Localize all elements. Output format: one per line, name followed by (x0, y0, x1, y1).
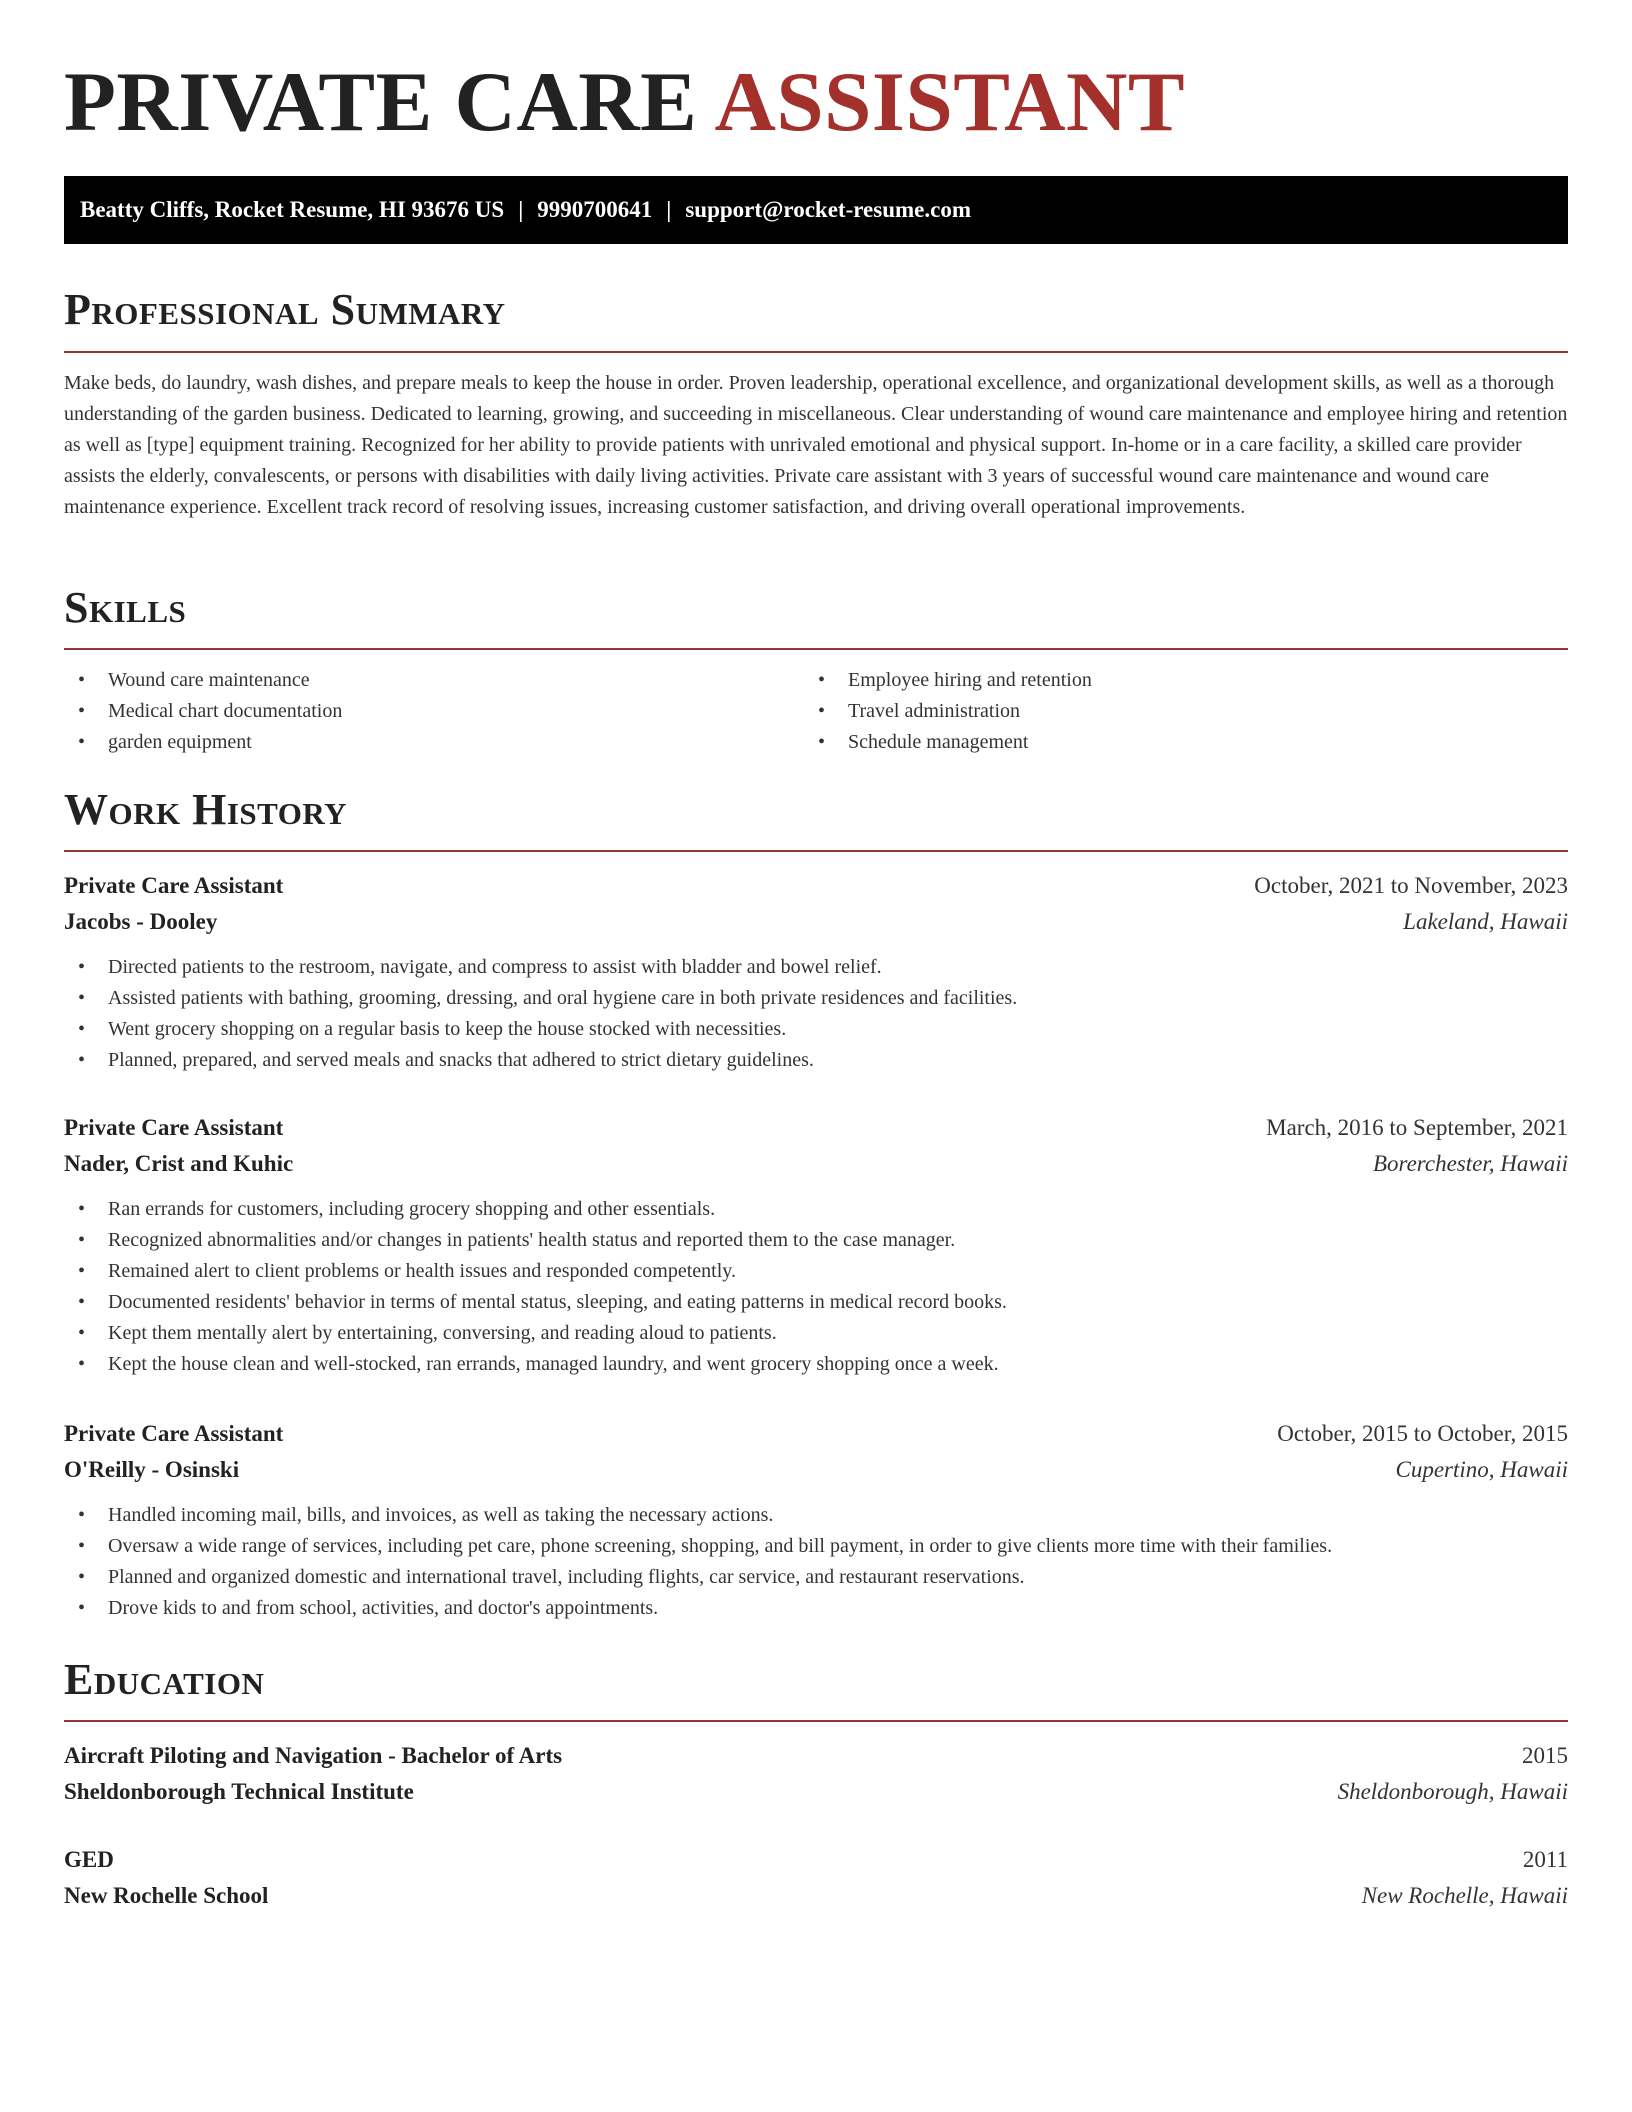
skill-item: • garden equipment (64, 727, 804, 758)
contact-bar (64, 176, 1568, 244)
job-location: Lakeland, Hawaii (1403, 909, 1568, 934)
work-history-heading: Work History (64, 785, 348, 834)
education-year: 2015 (1522, 1743, 1568, 1768)
education-year: 2011 (1522, 1847, 1568, 1872)
contact-separator: | (666, 197, 672, 222)
job-bullets (64, 1500, 1568, 1624)
job-entry (64, 1416, 1568, 1624)
skill-item: • Medical chart documentation (64, 696, 804, 727)
job-dates: March, 2016 to September, 2021 (1266, 1115, 1568, 1140)
job-entry (64, 868, 1568, 1076)
job-bullet: • Directed patients to the restroom, navigate, and compress to assist with bladder and bowel relief. (64, 952, 1568, 983)
job-company: Nader, Crist and Kuhic (64, 1151, 294, 1176)
job-location: Cupertino, Hawaii (1395, 1457, 1568, 1482)
job-entry (64, 1110, 1568, 1380)
job-title: Private Care Assistant (64, 1115, 284, 1140)
job-bullet: • Documented residents' behavior in terms of mental status, sleeping, and eating patterns in medical record books. (64, 1287, 1568, 1318)
education-location: Sheldonborough, Hawaii (1337, 1779, 1568, 1804)
job-bullet: • Recognized abnormalities and/or changes in patients' health status and reported them to the case manager. (64, 1225, 1568, 1256)
job-title: Private Care Assistant (64, 1421, 284, 1446)
job-location: Borerchester, Hawaii (1372, 1151, 1568, 1176)
contact-separator: | (518, 197, 524, 222)
job-dates: October, 2015 to October, 2015 (1277, 1421, 1568, 1446)
education-school: New Rochelle School (64, 1883, 269, 1908)
contact-email[interactable]: support@rocket-resume.com (685, 197, 971, 222)
education-heading: Education (64, 1655, 265, 1704)
summary-text: Make beds, do laundry, wash dishes, and prepare meals to keep the house in order. Proven leadership, operational excellence, and organizational development skills, as well as a thorough understanding of the garden business. Dedicated to learning, growing, and succeeding in miscellaneous. Clear understanding of wound care maintenance and employee hiring and retention as well as [type] equipment training. Recognized for her ability to provide patients with unrivaled emotional and physical support. In-home or in a care facility, a skilled care provider assists the elderly, convalescents, or persons with disabilities with daily living activities. Private care assistant with 3 years of successful wound care maintenance and wound care maintenance experience. Excellent track record of resolving issues, increasing customer satisfaction, and driving overall operational improvements. (64, 372, 1568, 518)
skill-item: • Schedule management (804, 727, 1568, 758)
skill-item: • Wound care maintenance (64, 665, 804, 696)
summary-heading: Professional Summary (64, 285, 506, 334)
skills-list-left (64, 665, 804, 758)
skill-item: • Travel administration (804, 696, 1568, 727)
job-bullet: • Handled incoming mail, bills, and invoices, as well as taking the necessary actions. (64, 1500, 1568, 1531)
skills-list-right (804, 665, 1568, 758)
job-bullet: • Assisted patients with bathing, grooming, dressing, and oral hygiene care in both private residences and facilities. (64, 983, 1568, 1014)
job-bullet: • Planned and organized domestic and international travel, including flights, car service, and restaurant reservations. (64, 1562, 1568, 1593)
job-bullets (64, 1194, 1568, 1380)
job-bullet: • Drove kids to and from school, activities, and doctor's appointments. (64, 1593, 1568, 1624)
skills-heading: Skills (64, 583, 187, 632)
education-degree: GED (64, 1847, 114, 1872)
education-entry (64, 1738, 1568, 1810)
job-bullet: • Oversaw a wide range of services, including pet care, phone screening, shopping, and bill payment, in order to give clients more time with their families. (64, 1531, 1568, 1562)
education-location: New Rochelle, Hawaii (1361, 1883, 1568, 1908)
education-school: Sheldonborough Technical Institute (64, 1779, 414, 1804)
title-main: PRIVATE CARE (64, 55, 698, 149)
contact-address: Beatty Cliffs, Rocket Resume, HI 93676 US (80, 197, 505, 222)
education-entry (64, 1842, 1568, 1914)
resume-title (64, 52, 1185, 152)
job-bullet: • Kept them mentally alert by entertaining, conversing, and reading aloud to patients. (64, 1318, 1568, 1349)
job-title: Private Care Assistant (64, 873, 284, 898)
job-bullet: • Planned, prepared, and served meals and snacks that adhered to strict dietary guidelines. (64, 1045, 1568, 1076)
job-bullets (64, 952, 1568, 1076)
skills-divider (64, 648, 1568, 650)
contact-phone[interactable]: 9990700641 (537, 197, 653, 222)
education-divider (64, 1720, 1568, 1722)
job-bullet: • Went grocery shopping on a regular basis to keep the house stocked with necessities. (64, 1014, 1568, 1045)
skill-item: • Employee hiring and retention (804, 665, 1568, 696)
job-company: Jacobs - Dooley (64, 909, 218, 934)
job-company: O'Reilly - Osinski (64, 1457, 240, 1482)
summary-divider (64, 351, 1568, 353)
job-bullet: • Ran errands for customers, including grocery shopping and other essentials. (64, 1194, 1568, 1225)
education-degree: Aircraft Piloting and Navigation - Bachelor of Arts (64, 1743, 563, 1768)
job-dates: October, 2021 to November, 2023 (1254, 873, 1568, 898)
title-accent: ASSISTANT (714, 55, 1186, 149)
job-bullet: • Kept the house clean and well-stocked, ran errands, managed laundry, and went grocery shopping once a week. (64, 1349, 1568, 1380)
work-history-divider (64, 850, 1568, 852)
job-bullet: • Remained alert to client problems or health issues and responded competently. (64, 1256, 1568, 1287)
